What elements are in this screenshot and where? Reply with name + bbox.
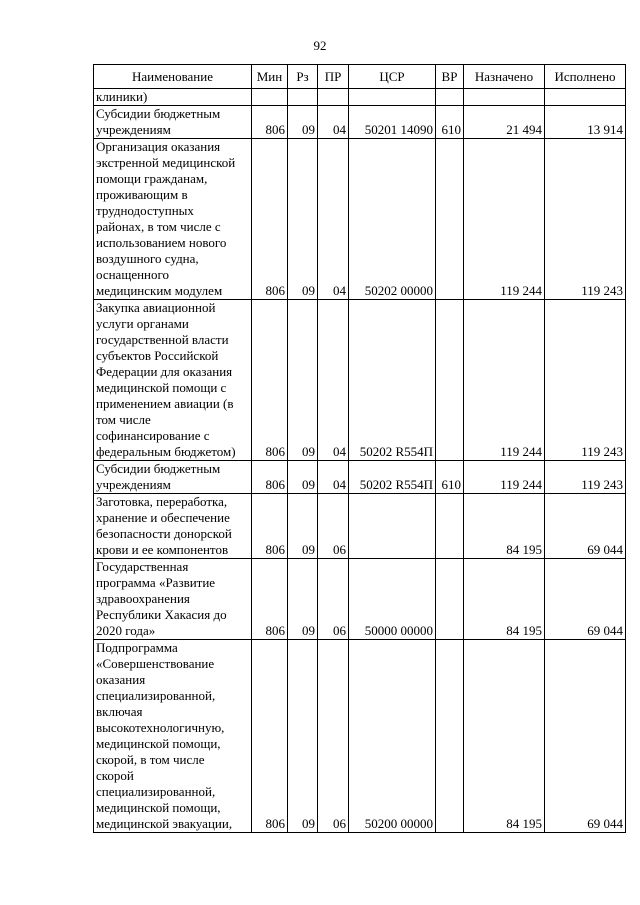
row-rz: 09 xyxy=(288,559,318,640)
header-vr: ВР xyxy=(436,65,464,89)
budget-table xyxy=(93,64,626,833)
row-rz xyxy=(288,89,318,106)
table-row xyxy=(94,494,626,559)
row-executed: 119 243 xyxy=(545,461,626,494)
row-vr xyxy=(436,559,464,640)
row-vr: 610 xyxy=(436,461,464,494)
row-pr: 04 xyxy=(318,139,349,300)
row-executed: 69 044 xyxy=(545,494,626,559)
row-name: клиники) xyxy=(94,89,252,106)
row-vr xyxy=(436,139,464,300)
row-name: Организация оказания экстренной медицинской помощи гражданам, проживающим в труднодоступных районах, в том числе с использованием нового воздушного судна, оснащенного медицинским модулем xyxy=(94,139,252,300)
row-pr: 06 xyxy=(318,494,349,559)
row-assigned: 119 244 xyxy=(464,461,545,494)
row-assigned: 84 195 xyxy=(464,494,545,559)
row-assigned: 21 494 xyxy=(464,106,545,139)
header-pr: ПР xyxy=(318,65,349,89)
row-pr: 06 xyxy=(318,640,349,833)
row-csr: 50201 14090 xyxy=(349,106,436,139)
table-row xyxy=(94,640,626,833)
row-executed: 119 243 xyxy=(545,300,626,461)
row-rz: 09 xyxy=(288,300,318,461)
row-csr: 50000 00000 xyxy=(349,559,436,640)
row-csr: 50200 00000 xyxy=(349,640,436,833)
row-vr xyxy=(436,494,464,559)
header-rz: Рз xyxy=(288,65,318,89)
row-rz: 09 xyxy=(288,494,318,559)
row-vr xyxy=(436,640,464,833)
row-min: 806 xyxy=(252,640,288,833)
row-vr xyxy=(436,89,464,106)
row-vr: 610 xyxy=(436,106,464,139)
row-pr: 04 xyxy=(318,461,349,494)
row-rz: 09 xyxy=(288,106,318,139)
page-number: 92 xyxy=(313,38,327,53)
table-header-row xyxy=(94,65,626,89)
row-min: 806 xyxy=(252,559,288,640)
row-pr: 04 xyxy=(318,106,349,139)
row-assigned: 84 195 xyxy=(464,559,545,640)
row-min: 806 xyxy=(252,139,288,300)
row-pr: 04 xyxy=(318,300,349,461)
row-name: Заготовка, переработка, хранение и обеспечение безопасности донорской крови и ее компонентов xyxy=(94,494,252,559)
row-rz: 09 xyxy=(288,640,318,833)
row-pr xyxy=(318,89,349,106)
row-pr: 06 xyxy=(318,559,349,640)
row-csr: 50202 R554П xyxy=(349,300,436,461)
row-executed: 69 044 xyxy=(545,559,626,640)
row-name: Субсидии бюджетным учреждениям xyxy=(94,106,252,139)
row-executed xyxy=(545,89,626,106)
table-row xyxy=(94,89,626,106)
row-vr xyxy=(436,300,464,461)
row-csr xyxy=(349,89,436,106)
header-name: Наименование xyxy=(94,65,252,89)
table-row xyxy=(94,139,626,300)
row-min xyxy=(252,89,288,106)
row-name: Государственная программа «Развитие здравоохранения Республики Хакасия до 2020 года» xyxy=(94,559,252,640)
row-csr xyxy=(349,494,436,559)
row-rz: 09 xyxy=(288,139,318,300)
header-min: Мин xyxy=(252,65,288,89)
header-assigned: Назначено xyxy=(464,65,545,89)
row-min: 806 xyxy=(252,494,288,559)
row-csr: 50202 R554П xyxy=(349,461,436,494)
row-min: 806 xyxy=(252,106,288,139)
row-assigned: 119 244 xyxy=(464,300,545,461)
row-name: Субсидии бюджетным учреждениям xyxy=(94,461,252,494)
row-name: Закупка авиационной услуги органами государственной власти субъектов Российской Федерации для оказания медицинской помощи с применением авиации (в том числе софинансирование с федеральным бюджетом) xyxy=(94,300,252,461)
row-min: 806 xyxy=(252,300,288,461)
header-csr: ЦСР xyxy=(349,65,436,89)
row-name: Подпрограмма «Совершенствование оказания специализированной, включая высокотехнологичную, медицинской помощи, скорой, в том числе скорой специализированной, медицинской помощи, медицинской эвакуации, xyxy=(94,640,252,833)
row-assigned: 119 244 xyxy=(464,139,545,300)
table-row xyxy=(94,559,626,640)
table-row xyxy=(94,106,626,139)
table-row xyxy=(94,300,626,461)
row-assigned: 84 195 xyxy=(464,640,545,833)
header-executed: Исполнено xyxy=(545,65,626,89)
row-min: 806 xyxy=(252,461,288,494)
row-rz: 09 xyxy=(288,461,318,494)
row-executed: 119 243 xyxy=(545,139,626,300)
row-executed: 69 044 xyxy=(545,640,626,833)
row-assigned xyxy=(464,89,545,106)
row-csr: 50202 00000 xyxy=(349,139,436,300)
table-row xyxy=(94,461,626,494)
row-executed: 13 914 xyxy=(545,106,626,139)
